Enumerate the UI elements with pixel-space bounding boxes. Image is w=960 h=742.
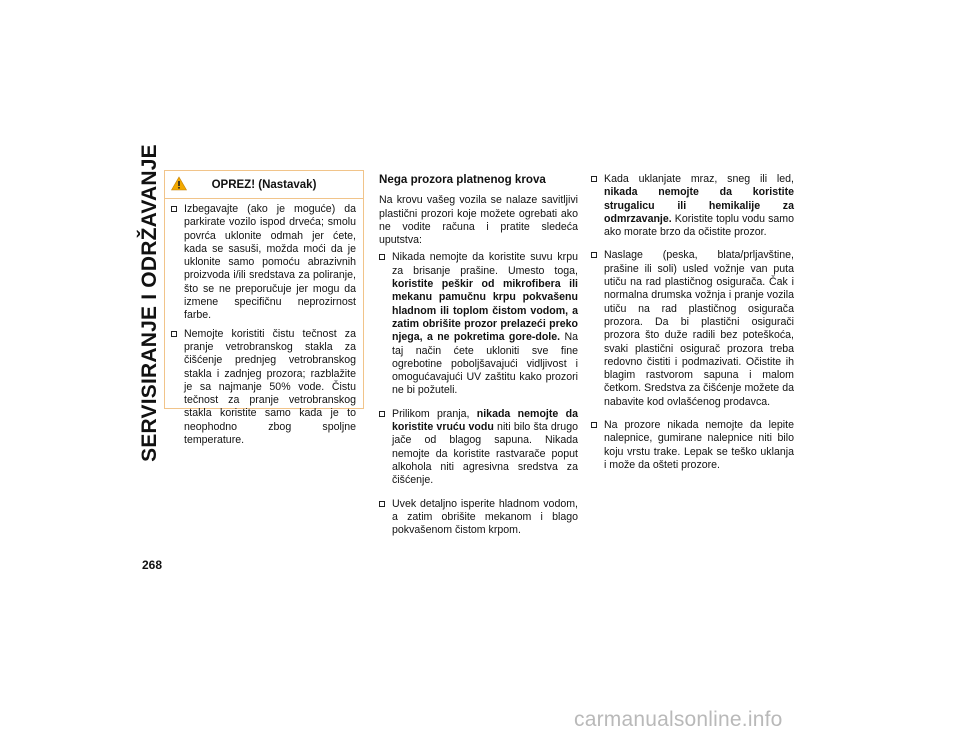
caution-title: OPREZ! (Nastavak) [211, 178, 317, 191]
section-title-text: SERVISIRANJE I ODRŽAVANJE [138, 144, 162, 462]
caution-header [165, 171, 363, 199]
caution-item [171, 328, 356, 448]
caution-box [164, 170, 364, 447]
content-column-middle [379, 173, 578, 537]
checkbox-bullet-icon [591, 176, 597, 182]
checkbox-bullet-icon [379, 254, 385, 260]
page-number: 268 [142, 558, 163, 572]
content-column-right [591, 173, 794, 472]
checkbox-bullet-icon [591, 252, 597, 258]
checkbox-bullet-icon [379, 411, 385, 417]
checkbox-bullet-icon [591, 422, 597, 428]
caution-body [165, 199, 363, 447]
intro-paragraph: Na krovu vašeg vozila se nalaze savitljivi plastični prozori koje možete ogrebati ako ne vodite računa i pratite sledeća uputstva: [379, 194, 578, 247]
caution-item [171, 203, 356, 323]
checkbox-bullet-icon [171, 206, 177, 212]
watermark: carmanualsonline.info [574, 708, 783, 731]
checkbox-bullet-icon [171, 331, 177, 337]
list-item: Naslage (peska, blata/prljavštine, prašine ili soli) usled vožnje van puta utiču na rad plastičnog osigurača. Čak i normalna drumska vožnja i pranje vozila utiču na rad plastičnog osigurača prozora. Da bi plastični osigurači prozora što duže radili bez poteškoća, svaki plastični osigurač prozora treba redovno čistiti i podmazivati. Očistite ih blagim rastvorom sapuna i malom četkom. Sredstva za čišćenje možete da nabavite kod ovlašćenog prodavca. [591, 249, 794, 409]
caution-item-text: Nemojte koristiti čistu tečnost za pranje vetrobranskog stakla za čišćenje prednjeg vetrobranskog stakla i zadnjeg prozora; razblažite je sa najmanje 50% vode. Čistu tečnost za pranje vetrobranskog stakla koristite samo kada je to neophodno zbog spoljne temperature. [184, 327, 356, 447]
caution-item-text: Izbegavajte (ako je moguće) da parkirate vozilo ispod drveća; smolu povrća uklonite odmah jer ćete, kada se sasuši, možda moći da je uklonite samo pomoću abrazivnih proizvoda i/ili sredstava za poliranje, što se ne preporučuje jer mogu da izmene specifičnu neprozirnost farbe. [184, 203, 356, 322]
list-item: Uvek detaljno isperite hladnom vodom, a zatim obrišite mekanom i blago pokvašenom čistom krpom. [379, 498, 578, 538]
list-item: Prilikom pranja, nikada nemojte da koristite vruću vodu niti bilo šta drugo jače od blagog sapuna. Nikada nemojte da koristite rastvarače poput alkohola niti agresivna sredstva za čišćenje. [379, 408, 578, 488]
checkbox-bullet-icon [379, 501, 385, 507]
list-item: Na prozore nikada nemojte da lepite nalepnice, gumirane nalepnice niti bilo koju vrstu trake. Lepak se teško uklanja i može da ošteti prozore. [591, 419, 794, 472]
list-item: Kada uklanjate mraz, sneg ili led, nikada nemojte da koristite strugalicu ili hemikalije za odmrzavanje. Koristite toplu vodu samo ako morate brzo da očistite prozor. [591, 173, 794, 239]
section-title [136, 144, 164, 462]
section-heading: Nega prozora platnenog krova [379, 173, 546, 186]
warning-triangle-icon [171, 176, 187, 191]
list-item: Nikada nemojte da koristite suvu krpu za brisanje prašine. Umesto toga, koristite peškir od mikrofibera ili mekanu pamučnu krpu pokvašenu hladnom ili toplom čistom vodom, a zatim obrišite prozor prelazeći preko njega, a ne pokretima gore-dole. Na taj način ćete ukloniti sve fine ogrebotine poboljšavajući vidljivost i omogućavajući UV zaštitu kako prozori ne bi požuteli. [379, 251, 578, 397]
